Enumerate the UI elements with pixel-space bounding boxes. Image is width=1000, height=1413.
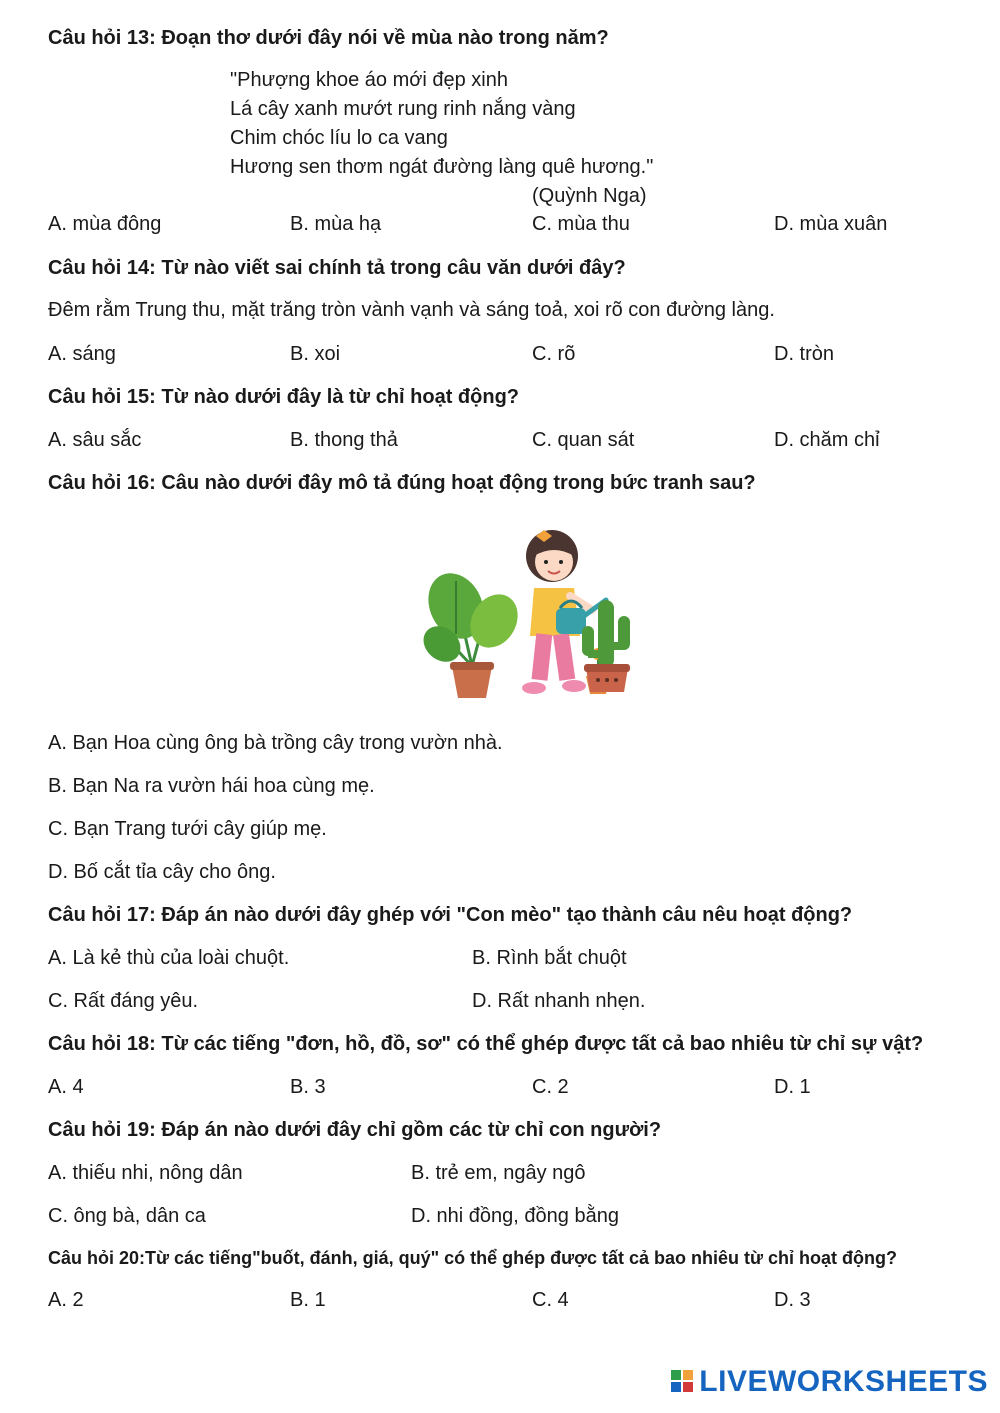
q16-option-b[interactable]: B. Bạn Na ra vườn hái hoa cùng mẹ. — [48, 775, 375, 797]
q14-sentence: Đêm rằm Trung thu, mặt trăng tròn vành vạnh và sáng toả, xoi rõ con đường làng. — [48, 299, 775, 321]
question-13-title: Câu hỏi 13: Đoạn thơ dưới đây nói về mùa nào trong năm? — [48, 27, 609, 49]
q14-option-b[interactable]: B. xoi — [290, 343, 341, 365]
q14-option-a[interactable]: A. sáng — [48, 343, 116, 365]
question-17-title: Câu hỏi 17: Đáp án nào dưới đây ghép với "Con mèo" tạo thành câu nêu hoạt động? — [48, 904, 853, 926]
liveworksheets-logo-icon — [671, 1370, 693, 1394]
poem-line: Chim chóc líu lo ca vang — [230, 127, 448, 149]
q17-option-d[interactable]: D. Rất nhanh nhẹn. — [472, 990, 646, 1012]
poem-line: Hương sen thơm ngát đường làng quê hương." — [230, 156, 654, 178]
q14-option-c[interactable]: C. rõ — [532, 343, 576, 365]
q13-option-c[interactable]: C. mùa thu — [532, 213, 630, 235]
q18-option-a[interactable]: A. 4 — [48, 1076, 84, 1098]
q18-option-d[interactable]: D. 1 — [774, 1076, 811, 1098]
q15-option-d[interactable]: D. chăm chỉ — [774, 429, 880, 451]
q13-option-d[interactable]: D. mùa xuân — [774, 213, 888, 235]
q20-option-c[interactable]: C. 4 — [532, 1289, 569, 1311]
liveworksheets-logo-text: LIVEWORKSHEETS — [699, 1365, 988, 1398]
q17-option-c[interactable]: C. Rất đáng yêu. — [48, 990, 199, 1012]
q16-option-d[interactable]: D. Bố cắt tỉa cây cho ông. — [48, 861, 276, 883]
poem-line: Lá cây xanh mướt rung rinh nắng vàng — [230, 98, 576, 120]
question-14-title: Câu hỏi 14: Từ nào viết sai chính tả trong câu văn dưới đây? — [48, 257, 626, 279]
q20-option-a[interactable]: A. 2 — [48, 1289, 84, 1311]
q19-option-b[interactable]: B. trẻ em, ngây ngô — [411, 1162, 586, 1184]
q17-option-a[interactable]: A. Là kẻ thù của loài chuột. — [48, 947, 290, 969]
q20-option-d[interactable]: D. 3 — [774, 1289, 811, 1311]
q15-option-a[interactable]: A. sâu sắc — [48, 429, 142, 451]
q20-option-b[interactable]: B. 1 — [290, 1289, 326, 1311]
q16-option-c[interactable]: C. Bạn Trang tưới cây giúp mẹ. — [48, 818, 327, 840]
q18-option-c[interactable]: C. 2 — [532, 1076, 569, 1098]
q19-option-c[interactable]: C. ông bà, dân ca — [48, 1205, 206, 1227]
question-15-title: Câu hỏi 15: Từ nào dưới đây là từ chỉ hoạt động? — [48, 386, 520, 408]
cactus-icon — [578, 596, 638, 696]
question-18-title: Câu hỏi 18: Từ các tiếng "đơn, hồ, đồ, sơ" có thể ghép được tất cả bao nhiêu từ chỉ sự vật? — [48, 1033, 924, 1055]
q13-option-a[interactable]: A. mùa đông — [48, 213, 162, 235]
q13-option-b[interactable]: B. mùa hạ — [290, 213, 382, 235]
liveworksheets-logo[interactable] — [671, 1365, 988, 1399]
poem-line: "Phượng khoe áo mới đẹp xinh — [230, 69, 508, 91]
q16-option-a[interactable]: A. Bạn Hoa cùng ông bà trồng cây trong vườn nhà. — [48, 732, 503, 754]
potted-plant-icon — [416, 564, 527, 698]
q19-option-a[interactable]: A. thiếu nhi, nông dân — [48, 1162, 243, 1184]
q17-option-b[interactable]: B. Rình bắt chuột — [472, 947, 627, 969]
q15-option-c[interactable]: C. quan sát — [532, 429, 635, 451]
question-20-title: Câu hỏi 20:Từ các tiếng"buốt, đánh, giá, quý" có thể ghép được tất cả bao nhiêu từ chỉ hoạt động? — [48, 1248, 898, 1268]
q19-option-d[interactable]: D. nhi đồng, đồng bằng — [411, 1205, 619, 1227]
q14-option-d[interactable]: D. tròn — [774, 343, 835, 365]
question-19-title: Câu hỏi 19: Đáp án nào dưới đây chỉ gồm các từ chỉ con người? — [48, 1119, 662, 1141]
q15-option-b[interactable]: B. thong thả — [290, 429, 398, 451]
q18-option-b[interactable]: B. 3 — [290, 1076, 326, 1098]
question-16-title: Câu hỏi 16: Câu nào dưới đây mô tả đúng hoạt động trong bức tranh sau? — [48, 472, 756, 494]
poem-author: (Quỳnh Nga) — [532, 185, 647, 207]
